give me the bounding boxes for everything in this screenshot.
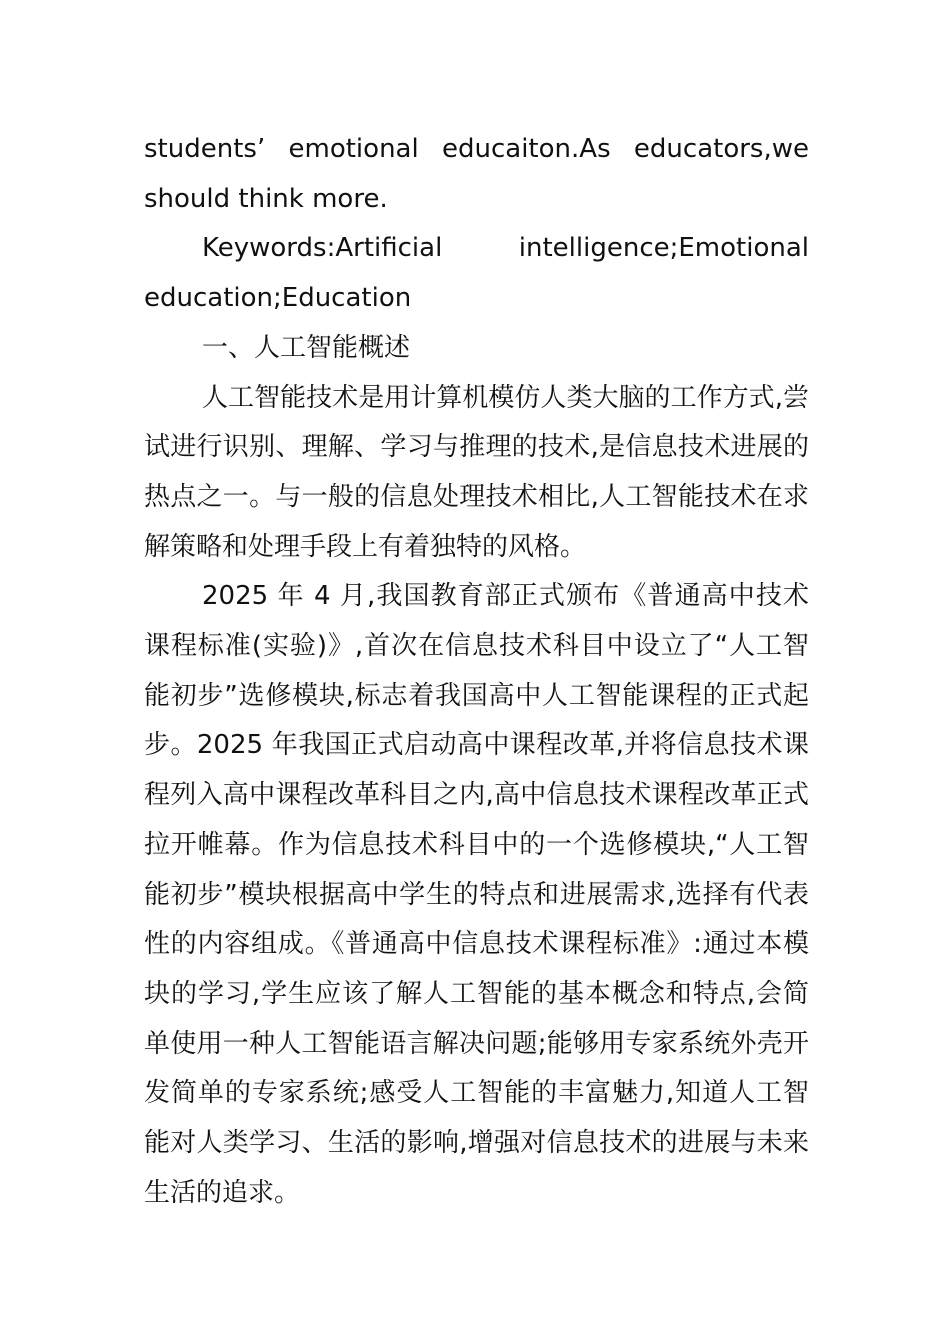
keywords-paragraph: Keywords:Artificial intelligence;Emotional education;Education [144,233,809,314]
body-paragraph-1: 人工智能技术是用计算机模仿人类大脑的工作方式,尝试进行识别、理解、学习与推理的技术,是信息技术进展的热点之一。与一般的信息处理技术相比,人工智能技术在求解策略和处理手段上有着独特的风格。 [144,382,809,562]
body-paragraph-2: 2025 年 4 月,我国教育部正式颁布《普通高中技术课程标准(实验)》,首次在信息技术科目中设立了“人工智能初步”选修模块,标志着我国高中人工智能课程的正式起步。2025 年我国正式启动高中课程改革,并将信息技术课程列入高中课程改革科目之内,高中信息技术课程改革正式拉开帷幕。作为信息技术科目中的一个选修模块,“人工智能初步”模块根据高中学生的特点和进展需求,选择有代表性的内容组成。《普通高中信息技术课程标准》:通过本模块的学习,学生应该了解人工智能的基本概念和特点,会简单使用一种人工智能语言解决问题;能够用专家系统外壳开发简单的专家系统;感受人工智能的丰富魅力,知道人工智能对人类学习、生活的影响,增强对信息技术的进展与未来生活的追求。 [144,581,809,1208]
document-body [144,125,809,1218]
section-heading: 一、人工智能概述 [202,332,411,363]
abstract-tail-paragraph: students’ emotional educaiton.As educators,we should think more. [144,134,809,214]
